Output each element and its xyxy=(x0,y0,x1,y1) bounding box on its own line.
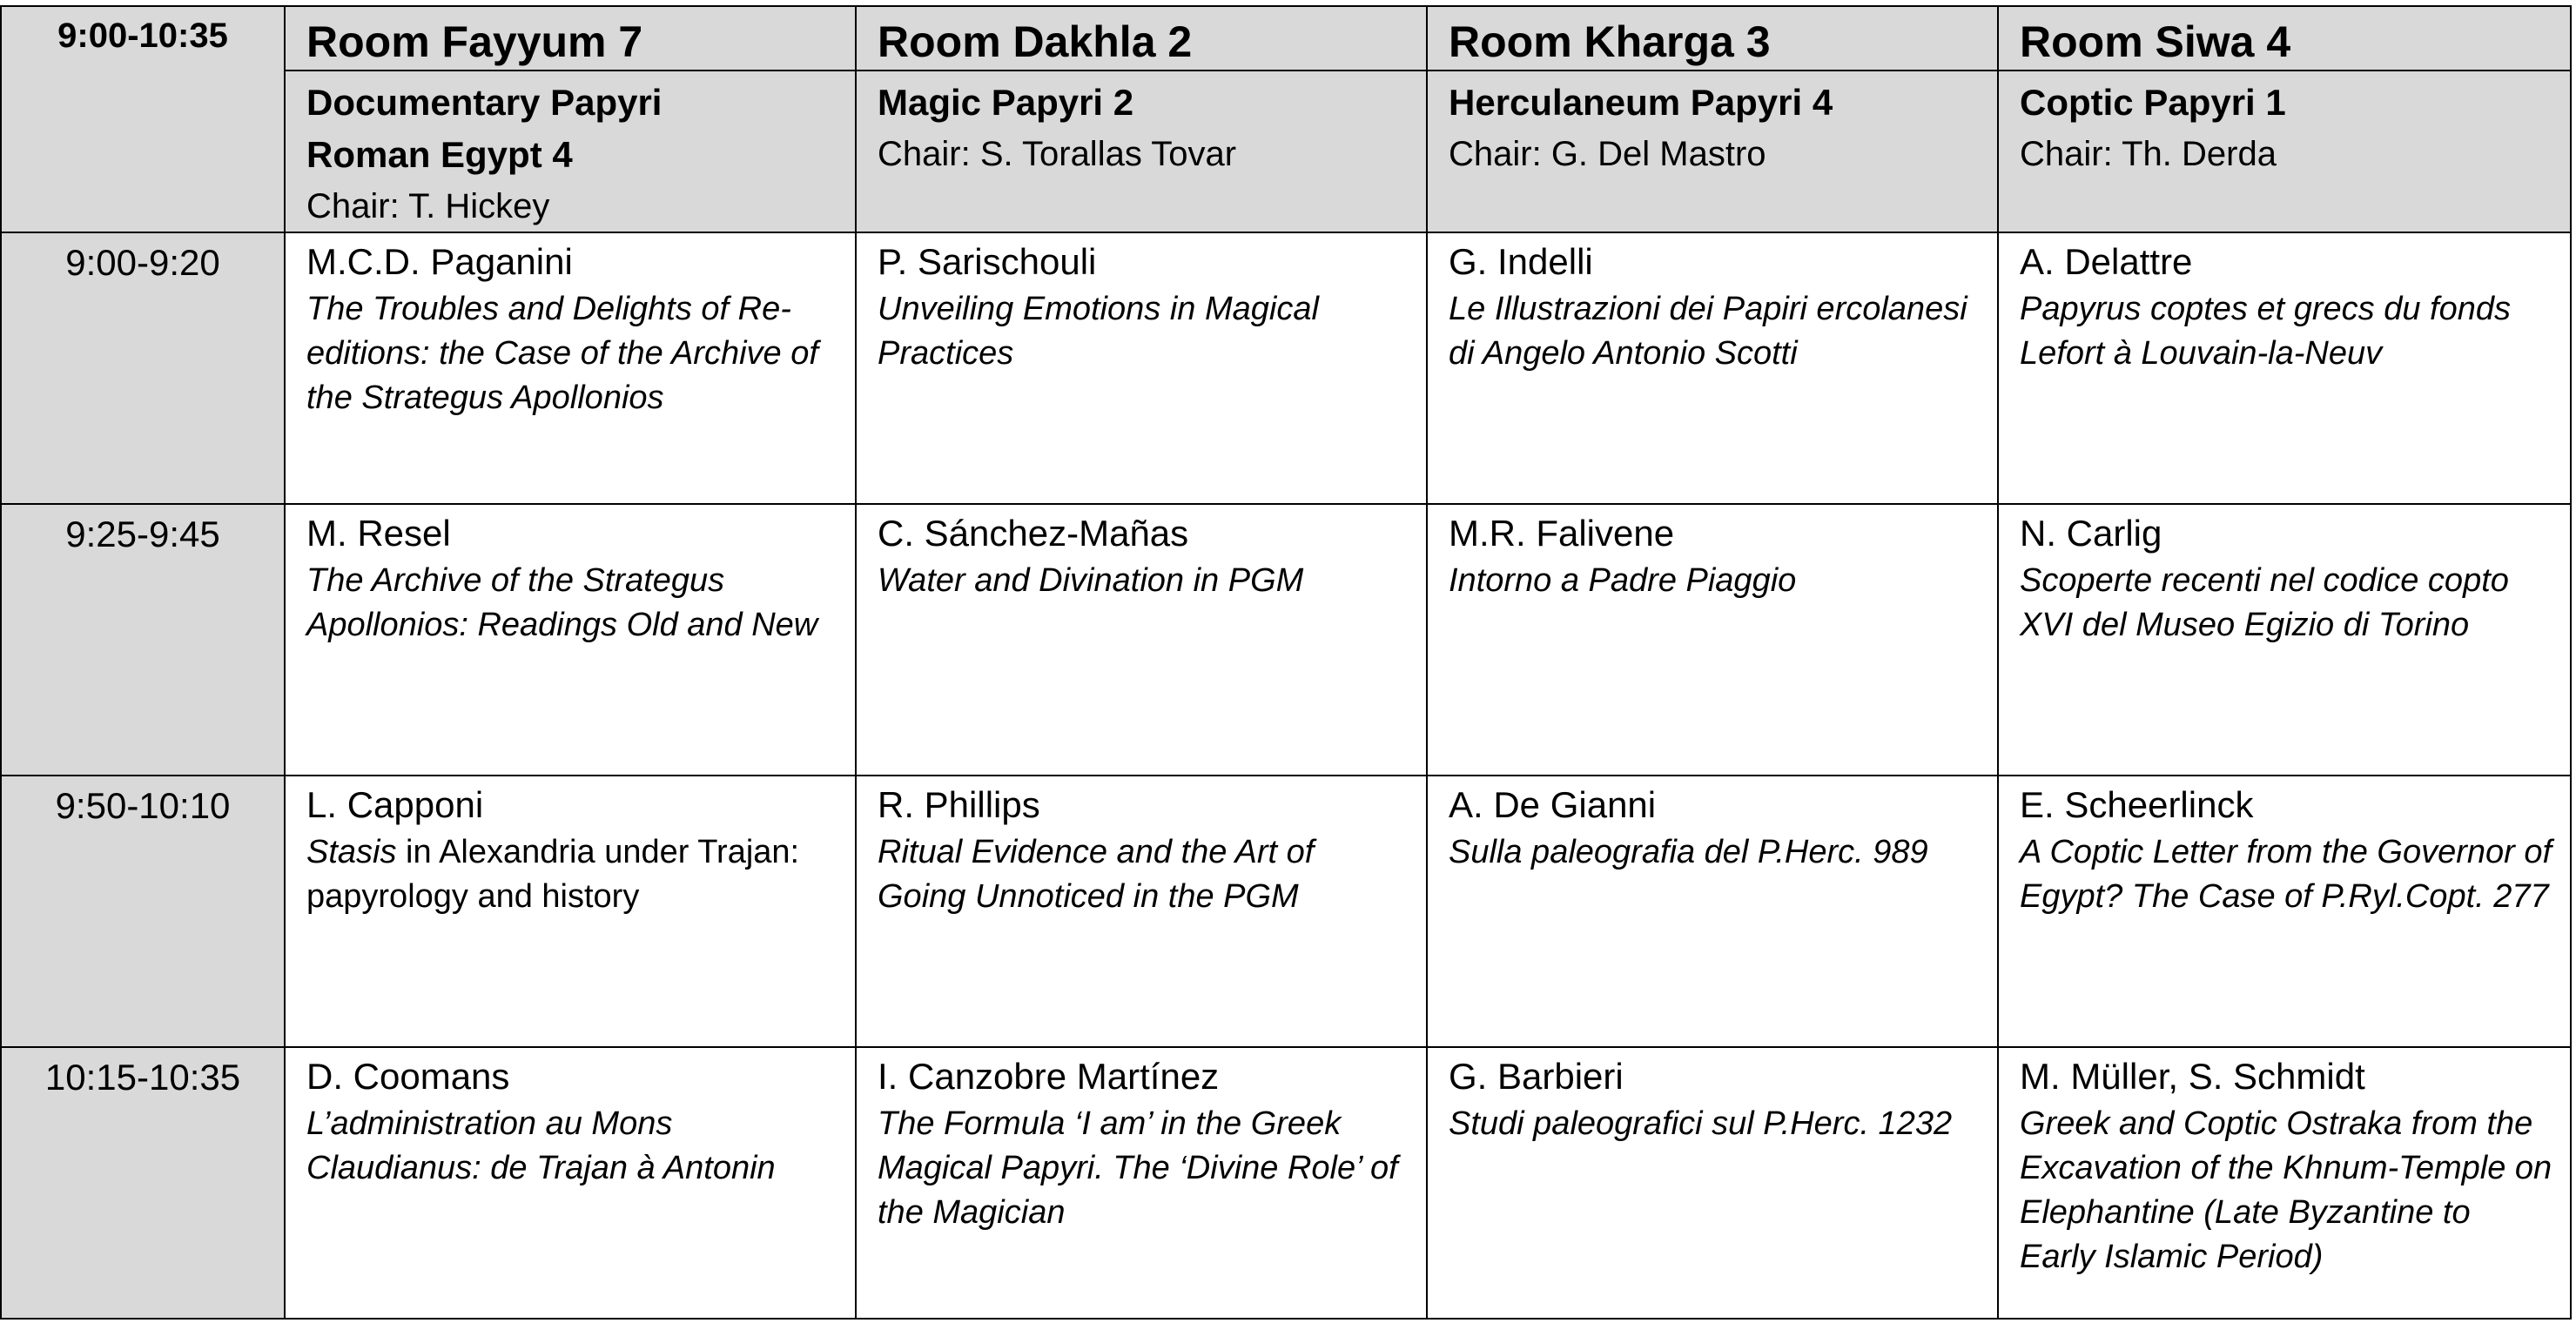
talk-speaker: G. Indelli xyxy=(1449,241,1593,282)
room-name-fayyum: Room Fayyum 7 xyxy=(285,6,856,71)
talk-speaker: A. De Gianni xyxy=(1449,784,1657,825)
talk-speaker: R. Phillips xyxy=(878,784,1040,825)
session-siwa xyxy=(1998,71,2571,232)
talk-title xyxy=(306,830,837,919)
talk-speaker: D. Coomans xyxy=(306,1056,510,1097)
talk-title: Water and Divination in PGM xyxy=(878,562,1304,599)
talk-cell xyxy=(285,232,856,504)
session-title: Documentary Papyri Roman Egypt 4 xyxy=(306,82,662,175)
talk-cell xyxy=(856,232,1427,504)
talk-speaker: M.R. Falivene xyxy=(1449,513,1675,554)
talk-speaker: P. Sarischouli xyxy=(878,241,1097,282)
talk-cell xyxy=(1427,776,1998,1047)
session-fayyum xyxy=(285,71,856,232)
talk-title-rest: in Alexandria under Trajan: papyrology and history xyxy=(306,834,800,915)
session-chair: Chair: G. Del Mastro xyxy=(1449,135,1766,173)
session-chair: Chair: T. Hickey xyxy=(306,187,550,225)
slot-row xyxy=(1,1047,2571,1319)
slot-row xyxy=(1,232,2571,504)
talk-speaker: A. Delattre xyxy=(2020,241,2193,282)
talk-cell xyxy=(285,504,856,776)
talk-cell xyxy=(1998,1047,2571,1319)
talk-title: L’administration au Mons Claudianus: de Trajan à Antonin xyxy=(306,1105,776,1186)
slot-time: 10:15-10:35 xyxy=(1,1047,285,1319)
talk-speaker: M. Resel xyxy=(306,513,451,554)
talk-title: Sulla paleografia del P.Herc. 989 xyxy=(1449,834,1928,870)
talk-speaker: M. Müller, S. Schmidt xyxy=(2020,1056,2365,1097)
talk-speaker: G. Barbieri xyxy=(1449,1056,1624,1097)
talk-title: Papyrus coptes et grecs du fonds Lefort à Louvain-la-Neuv xyxy=(2020,291,2511,372)
talk-cell xyxy=(1998,776,2571,1047)
session-header-row xyxy=(1,71,2571,232)
talk-cell xyxy=(1427,1047,1998,1319)
slot-row xyxy=(1,776,2571,1047)
slot-row xyxy=(1,504,2571,776)
talk-speaker: I. Canzobre Martínez xyxy=(878,1056,1220,1097)
session-chair: Chair: Th. Derda xyxy=(2020,135,2277,173)
session-title: Coptic Papyri 1 xyxy=(2020,82,2286,123)
talk-cell xyxy=(1998,504,2571,776)
session-dakhla xyxy=(856,71,1427,232)
talk-title: Studi paleografici sul P.Herc. 1232 xyxy=(1449,1105,1953,1142)
talk-cell xyxy=(856,776,1427,1047)
slot-time: 9:25-9:45 xyxy=(1,504,285,776)
talk-speaker: C. Sánchez-Mañas xyxy=(878,513,1189,554)
session-title: Herculaneum Papyri 4 xyxy=(1449,82,1833,123)
session-title: Magic Papyri 2 xyxy=(878,82,1134,123)
talk-title: Scoperte recenti nel codice copto XVI del Museo Egizio di Torino xyxy=(2020,562,2509,643)
talk-title: Unveiling Emotions in Magical Practices xyxy=(878,291,1319,372)
session-kharga xyxy=(1427,71,1998,232)
talk-title: Le Illustrazioni dei Papiri ercolanesi di Angelo Antonio Scotti xyxy=(1449,291,1967,372)
talk-cell xyxy=(856,1047,1427,1319)
block-time: 9:00-10:35 xyxy=(1,6,285,232)
room-name-siwa: Room Siwa 4 xyxy=(1998,6,2571,71)
talk-title: Intorno a Padre Piaggio xyxy=(1449,562,1797,599)
talk-speaker: N. Carlig xyxy=(2020,513,2162,554)
talk-cell xyxy=(285,776,856,1047)
slot-time: 9:00-9:20 xyxy=(1,232,285,504)
room-header-row xyxy=(1,6,2571,71)
session-chair: Chair: S. Torallas Tovar xyxy=(878,135,1237,173)
talk-title-italic: Stasis xyxy=(306,834,397,870)
talk-cell xyxy=(1998,232,2571,504)
talk-speaker: E. Scheerlinck xyxy=(2020,784,2254,825)
talk-speaker: L. Capponi xyxy=(306,784,484,825)
talk-speaker: M.C.D. Paganini xyxy=(306,241,573,282)
talk-title: Greek and Coptic Ostraka from the Excavation of the Khnum-Temple on Elephantine (Late Byzantine to Early Islamic Period) xyxy=(2020,1105,2552,1275)
schedule-table xyxy=(0,5,2572,1320)
talk-cell xyxy=(285,1047,856,1319)
talk-title: Ritual Evidence and the Art of Going Unnoticed in the PGM xyxy=(878,834,1315,915)
talk-cell xyxy=(1427,504,1998,776)
talk-title: The Troubles and Delights of Re-editions: the Case of the Archive of the Strategus Apollonios xyxy=(306,291,818,416)
talk-title: The Formula ‘I am’ in the Greek Magical Papyri. The ‘Divine Role’ of the Magician xyxy=(878,1105,1398,1231)
talk-cell xyxy=(1427,232,1998,504)
talk-title: The Archive of the Strategus Apollonios: Readings Old and New xyxy=(306,562,818,643)
talk-title: A Coptic Letter from the Governor of Egypt? The Case of P.Ryl.Copt. 277 xyxy=(2020,834,2552,915)
talk-cell xyxy=(856,504,1427,776)
room-name-dakhla: Room Dakhla 2 xyxy=(856,6,1427,71)
room-name-kharga: Room Kharga 3 xyxy=(1427,6,1998,71)
slot-time: 9:50-10:10 xyxy=(1,776,285,1047)
